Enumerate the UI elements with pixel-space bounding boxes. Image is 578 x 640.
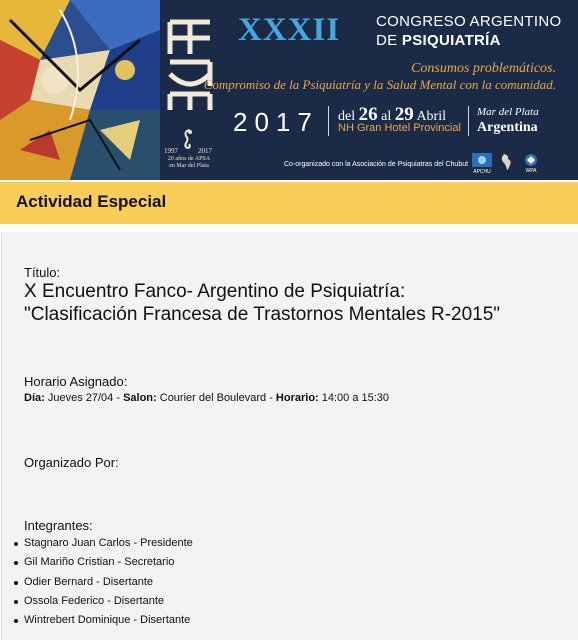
activity-title-line2: "Clasificación Francesa de Trastornos Mentales R-2015" — [24, 304, 501, 325]
organized-by-label: Organizado Por: — [24, 455, 119, 470]
apchu-logo — [470, 152, 494, 174]
members-list — [2, 534, 193, 630]
seahorse-icon — [178, 128, 198, 150]
member-item: Gil Mariño Cristian - Secretario — [2, 553, 193, 572]
svg-text:APCHU: APCHU — [473, 169, 491, 174]
slogan-line1: Consumos problemáticos. — [411, 61, 556, 76]
apsa-anniversary: 20 años de APSA en Mar del Plata — [167, 156, 211, 169]
activity-type-header — [0, 182, 578, 224]
congress-city: Mar del Plata — [477, 106, 539, 118]
member-item: Ossola Federico - Disertante — [2, 592, 193, 611]
divider — [328, 106, 329, 136]
members-label: Integrantes: — [24, 518, 93, 533]
schedule-label: Horario Asignado: — [24, 374, 128, 389]
congress-banner — [0, 0, 578, 180]
activity-details-panel — [1, 232, 578, 640]
member-item: Odier Bernard - Disertante — [2, 573, 193, 592]
activity-title-line1: X Encuentro Fanco- Argentino de Psiquiatría: — [24, 281, 406, 302]
svg-text:WPA: WPA — [525, 168, 537, 174]
congress-name-line1: CONGRESO ARGENTINO — [376, 13, 562, 30]
member-item: Wintrebert Dominique - Disertante — [2, 611, 193, 630]
congress-edition: XXXII — [238, 12, 341, 48]
years-start: 1997 — [164, 147, 178, 155]
years-end: 2017 — [198, 147, 212, 155]
activity-title — [24, 280, 500, 326]
apra-logo — [162, 14, 218, 114]
americas-map-icon — [498, 152, 518, 172]
schedule-details: Día: Jueves 27/04 - Salon: Courier del Boulevard - Horario: 14:00 a 15:30 — [24, 392, 390, 404]
congress-year: 2017 — [233, 107, 319, 137]
congress-name-line2: DE PSIQUIATRÍA — [376, 32, 501, 49]
coorganized-note: Co-organizado con la Asociación de Psiquiatras del Chubut — [284, 161, 469, 168]
slogan-line2: Compromiso de la Psiquiatría y la Salud Mental con la comunidad. — [203, 77, 556, 92]
congress-venue: NH Gran Hotel Provincial — [338, 122, 461, 134]
member-item: Stagnaro Juan Carlos - Presidente — [2, 534, 193, 553]
wpa-logo — [520, 152, 542, 174]
activity-type-title: Actividad Especial — [16, 192, 167, 211]
title-label: Título: — [24, 265, 61, 280]
congress-dates: del 26 al 29 Abril — [338, 104, 446, 125]
abstract-painting-image — [0, 0, 160, 180]
divider — [468, 106, 469, 136]
congress-country: Argentina — [477, 120, 538, 135]
